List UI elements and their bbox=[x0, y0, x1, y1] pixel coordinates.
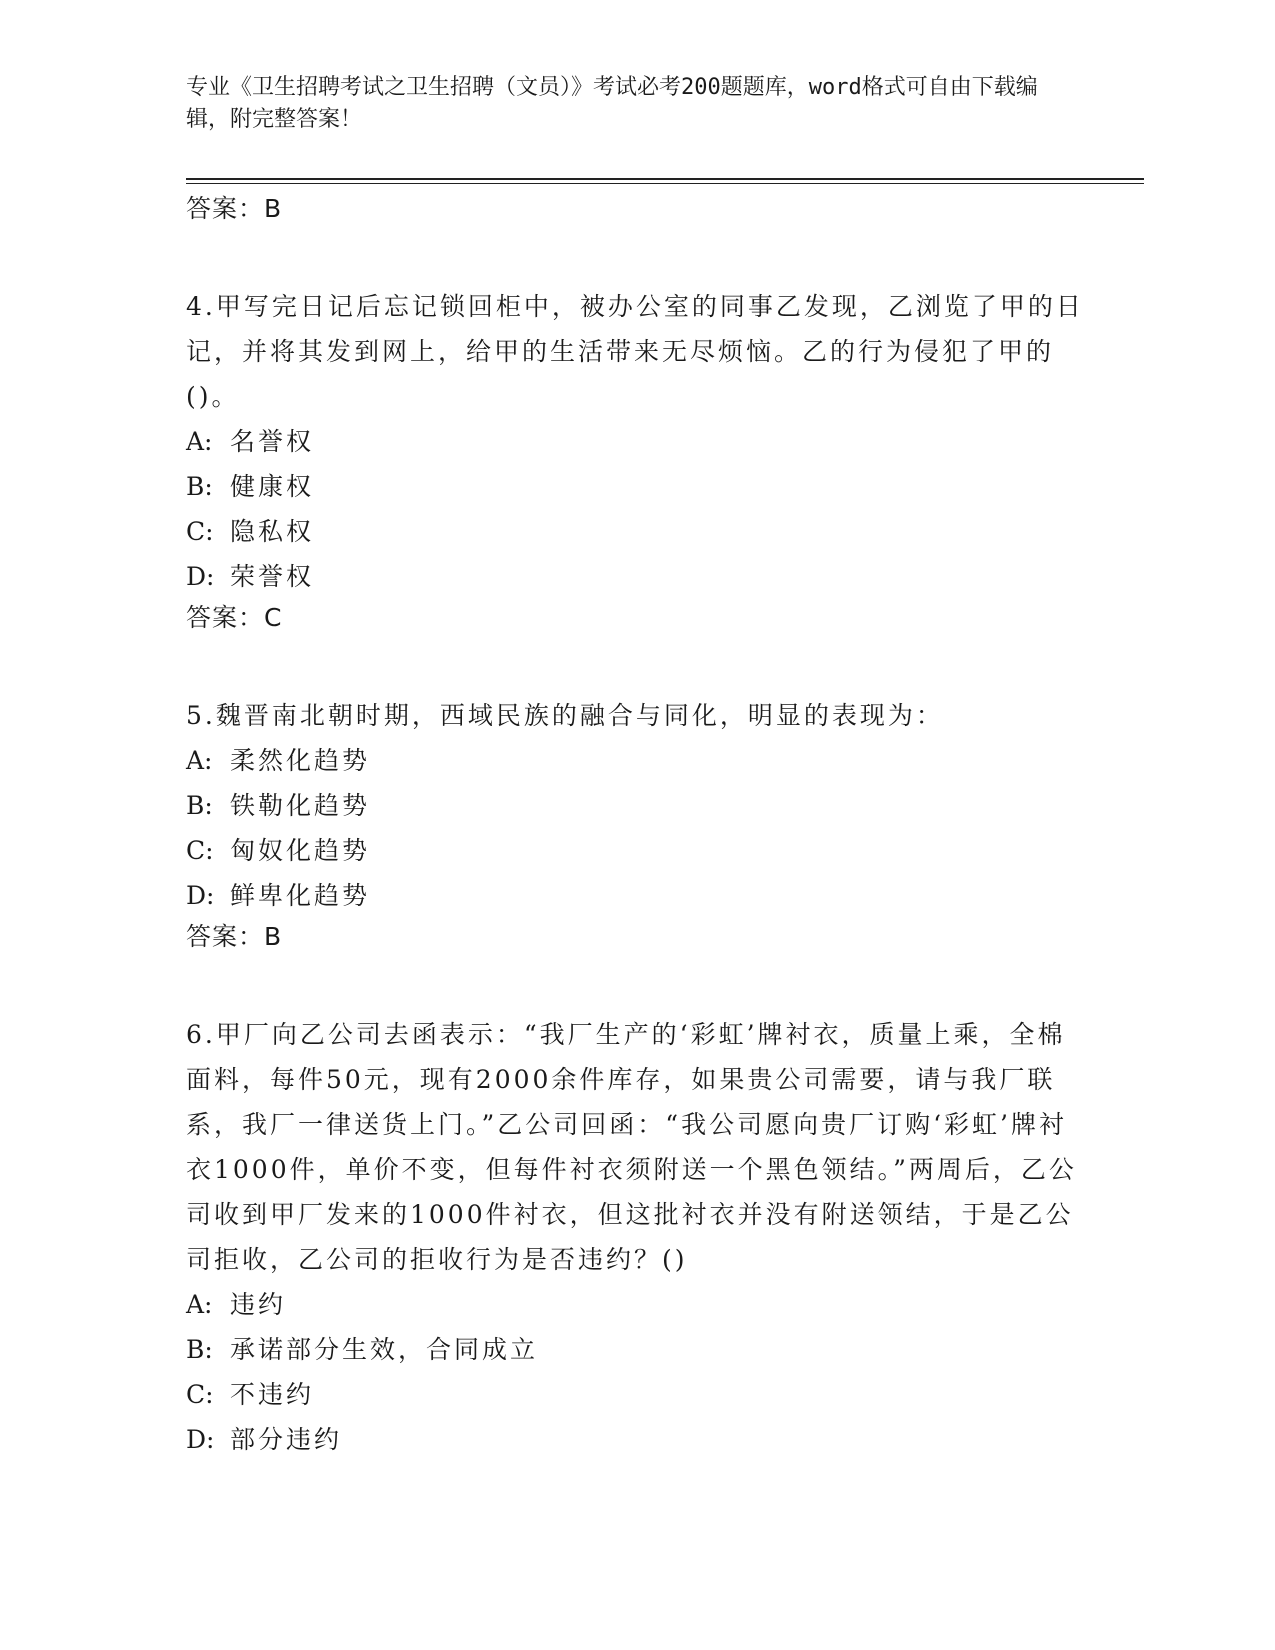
option-key: D: bbox=[186, 1425, 215, 1454]
option-text: 健康权 bbox=[230, 472, 315, 501]
answer-5: 答案：B bbox=[186, 922, 283, 951]
option-c bbox=[186, 509, 1086, 554]
option-text: 违约 bbox=[230, 1290, 287, 1319]
option-key: A: bbox=[186, 427, 213, 456]
option-text: 匈奴化趋势 bbox=[230, 836, 371, 865]
option-a bbox=[186, 419, 1086, 464]
option-d bbox=[186, 554, 1086, 599]
question-block-4 bbox=[186, 284, 1086, 647]
option-text: 铁勒化趋势 bbox=[230, 791, 371, 820]
answer-3: 答案：B bbox=[186, 194, 283, 223]
option-text: 隐私权 bbox=[230, 517, 315, 546]
option-key: B: bbox=[186, 791, 213, 820]
option-b bbox=[186, 783, 1086, 828]
option-key: B: bbox=[186, 472, 213, 501]
option-text: 部分违约 bbox=[230, 1425, 343, 1454]
option-key: D: bbox=[186, 562, 215, 591]
option-c bbox=[186, 828, 1086, 873]
question-block-6 bbox=[186, 1012, 1086, 1462]
header-divider-thick bbox=[186, 178, 1144, 180]
option-d bbox=[186, 1417, 1086, 1462]
option-text: 承诺部分生效，合同成立 bbox=[230, 1335, 539, 1364]
question-text: 6.甲厂向乙公司去函表示：“我厂生产的‘彩虹’牌衬衣，质量上乘，全棉面料，每件50元，现有2000余件库存，如果贵公司需要，请与我厂联系，我厂一律送货上门。”乙公司回函：“我公司愿向贵厂订购‘彩虹’牌衬衣1000件，单价不变，但每件衬衣须附送一个黑色领结。”两周后，乙公司收到甲厂发来的1000件衬衣，但这批衬衣并没有附送领结，于是乙公司拒收，乙公司的拒收行为是否违约？() bbox=[186, 1020, 1077, 1274]
option-key: C: bbox=[186, 1380, 214, 1409]
option-b bbox=[186, 1327, 1086, 1372]
option-text: 荣誉权 bbox=[230, 562, 315, 591]
option-text: 不违约 bbox=[230, 1380, 315, 1409]
option-key: A: bbox=[186, 746, 213, 775]
question-block-5 bbox=[186, 693, 1086, 966]
option-d bbox=[186, 873, 1086, 918]
option-b bbox=[186, 464, 1086, 509]
option-a bbox=[186, 1282, 1086, 1327]
document-header: 专业《卫生招聘考试之卫生招聘（文员）》考试必考200题题库，word格式可自由下载编辑，附完整答案！ bbox=[186, 75, 1038, 132]
option-key: A: bbox=[186, 1290, 213, 1319]
option-c bbox=[186, 1372, 1086, 1417]
option-text: 名誉权 bbox=[230, 427, 315, 456]
option-text: 柔然化趋势 bbox=[230, 746, 371, 775]
option-key: C: bbox=[186, 836, 214, 865]
document-body bbox=[186, 190, 1086, 1462]
answer-4: 答案：C bbox=[186, 603, 283, 632]
header-divider-thin bbox=[186, 183, 1144, 184]
option-key: B: bbox=[186, 1335, 213, 1364]
question-text: 4.甲写完日记后忘记锁回柜中，被办公室的同事乙发现，乙浏览了甲的日记，并将其发到网上，给甲的生活带来无尽烦恼。乙的行为侵犯了甲的()。 bbox=[186, 292, 1084, 411]
question-text: 5.魏晋南北朝时期，西域民族的融合与同化，明显的表现为： bbox=[186, 701, 944, 730]
option-key: C: bbox=[186, 517, 214, 546]
option-key: D: bbox=[186, 881, 215, 910]
option-text: 鲜卑化趋势 bbox=[230, 881, 371, 910]
option-a bbox=[186, 738, 1086, 783]
